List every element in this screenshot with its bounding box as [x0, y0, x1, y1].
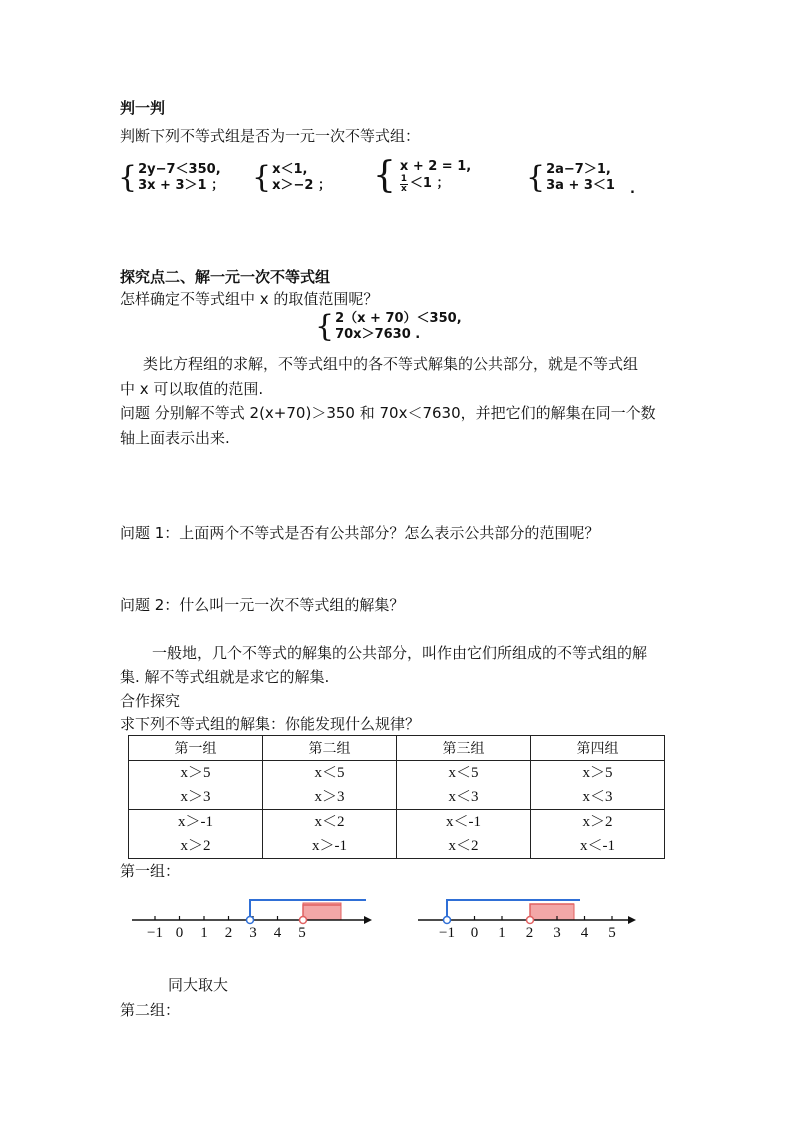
problem-line2: 轴上面表示出来. — [120, 429, 230, 447]
cell-inequality: x＞3 — [314, 789, 345, 805]
table-row — [129, 761, 665, 810]
cell-inequality: x＜2 — [448, 838, 479, 854]
axis-tick-label: −1 — [439, 925, 455, 941]
table-cell — [397, 761, 531, 810]
system-line: 3x + 3＞1 ； — [138, 178, 225, 193]
inequality-system-1 — [118, 162, 224, 194]
cell-inequality: x＜3 — [448, 789, 479, 805]
section1-heading: 判一判 — [120, 99, 166, 117]
table-cell — [397, 810, 531, 859]
axis-tick-label: 0 — [175, 925, 184, 941]
definition-line1: 一般地，几个不等式的解集的公共部分，叫作由它们所组成的不等式组的解 — [152, 644, 648, 662]
cell-inequality: x＜5 — [448, 765, 479, 781]
cell-inequality: x＜2 — [314, 814, 345, 830]
system-line — [400, 175, 471, 194]
cell-inequality: x＜5 — [314, 765, 345, 781]
cell-inequality: x＜3 — [582, 789, 613, 805]
inequality-system-main — [315, 311, 462, 343]
table-header-cell: 第一组 — [129, 736, 263, 761]
fraction-denominator: x — [401, 183, 407, 194]
axis-tick-label: 5 — [608, 925, 616, 941]
table-header-row — [129, 736, 665, 761]
table-header-cell: 第三组 — [397, 736, 531, 761]
system-line: 70x＞7630 . — [335, 327, 421, 342]
open-point-2 — [527, 917, 534, 924]
solution-shade — [530, 904, 574, 920]
table-cell — [129, 761, 263, 810]
axis-tick-label: 0 — [470, 925, 479, 941]
system-line: 2y−7＜350, — [138, 162, 221, 177]
axis-tick-label: −1 — [147, 925, 163, 941]
rule-text: 同大取大 — [168, 976, 229, 994]
table-cell — [531, 761, 665, 810]
cooperation-heading: 合作探究 — [120, 692, 181, 710]
left-brace: { — [252, 160, 272, 195]
inequality-system-4 — [526, 162, 615, 194]
task-text: 求下列不等式组的解集：你能发现什么规律？ — [120, 715, 421, 733]
axis-tick-label: 1 — [200, 925, 208, 941]
left-brace: { — [373, 155, 396, 196]
system-line: 2（x + 70）＜350, — [335, 311, 462, 326]
axis-tick-label: 1 — [498, 925, 506, 941]
left-brace: { — [315, 309, 335, 344]
axis-tick-label: 2 — [525, 925, 534, 941]
cell-inequality: x＞3 — [180, 789, 211, 805]
trailing-period: . — [630, 182, 635, 197]
cell-inequality: x＜-1 — [580, 838, 615, 854]
axis-tick-label: 5 — [298, 925, 306, 941]
fraction-numerator: 1 — [400, 173, 408, 184]
axis-tick-label: 2 — [224, 925, 233, 941]
system-line: x＜1, — [272, 162, 308, 177]
cell-inequality: x＞2 — [582, 814, 613, 830]
question-1: 问题 1：上面两个不等式是否有公共部分？怎么表示公共部分的范围呢？ — [120, 524, 600, 542]
open-point-neg1 — [444, 917, 451, 924]
number-line-1 — [120, 888, 380, 948]
section2-question: 怎样确定不等式组中 x 的取值范围呢？ — [120, 290, 379, 308]
table-cell — [129, 810, 263, 859]
table-cell — [531, 810, 665, 859]
section1-prompt: 判断下列不等式组是否为一元一次不等式组： — [120, 127, 421, 145]
question-2: 问题 2：什么叫一元一次不等式组的解集？ — [120, 596, 405, 614]
paragraph-analogy-line2: 中 x 可以取值的范围. — [120, 380, 264, 398]
cell-inequality: x＞-1 — [312, 838, 347, 854]
table-cell — [263, 761, 397, 810]
cell-inequality: x＞5 — [582, 765, 613, 781]
table-header-cell: 第四组 — [531, 736, 665, 761]
fraction-rest: ＜1 ； — [409, 176, 450, 191]
system-line: 3a + 3＜1 — [546, 178, 615, 193]
cell-inequality: x＞-1 — [178, 814, 213, 830]
group2-label: 第二组： — [120, 1001, 181, 1019]
inequality-system-2 — [252, 162, 331, 194]
system-line: 2a−7＞1, — [546, 162, 611, 177]
axis-tick-label: 4 — [580, 925, 589, 941]
groups-table — [128, 735, 665, 859]
cell-inequality: x＞5 — [180, 765, 211, 781]
axis-tick-label: 4 — [273, 925, 282, 941]
inequality-system-3 — [373, 155, 472, 196]
problem-line1: 问题 分别解不等式 2(x+70)＞350 和 70x＜7630，并把它们的解集在同一个数 — [120, 404, 656, 422]
axis-tick-label: 3 — [553, 925, 561, 941]
axis-arrow — [364, 916, 372, 924]
table-row — [129, 810, 665, 859]
left-brace: { — [526, 160, 546, 195]
table-cell — [263, 810, 397, 859]
cell-inequality: x＞2 — [180, 838, 211, 854]
fraction — [400, 175, 408, 194]
open-point-3 — [247, 917, 254, 924]
axis-arrow — [628, 916, 636, 924]
system-line: x＞−2 ； — [272, 178, 331, 193]
open-point-5 — [300, 917, 307, 924]
section2-heading: 探究点二、解一元一次不等式组 — [120, 268, 331, 286]
table-header-cell: 第二组 — [263, 736, 397, 761]
cell-inequality: x＜-1 — [446, 814, 481, 830]
number-line-2 — [410, 888, 640, 950]
system-line: x + 2 = 1, — [399, 158, 472, 174]
axis-tick-label: 3 — [249, 925, 257, 941]
definition-line2: 集. 解不等式组就是求它的解集. — [120, 668, 330, 686]
group1-label: 第一组： — [120, 862, 181, 880]
left-brace: { — [118, 160, 138, 195]
paragraph-analogy-line1: 类比方程组的求解，不等式组中的各不等式解集的公共部分，就是不等式组 — [143, 355, 639, 373]
